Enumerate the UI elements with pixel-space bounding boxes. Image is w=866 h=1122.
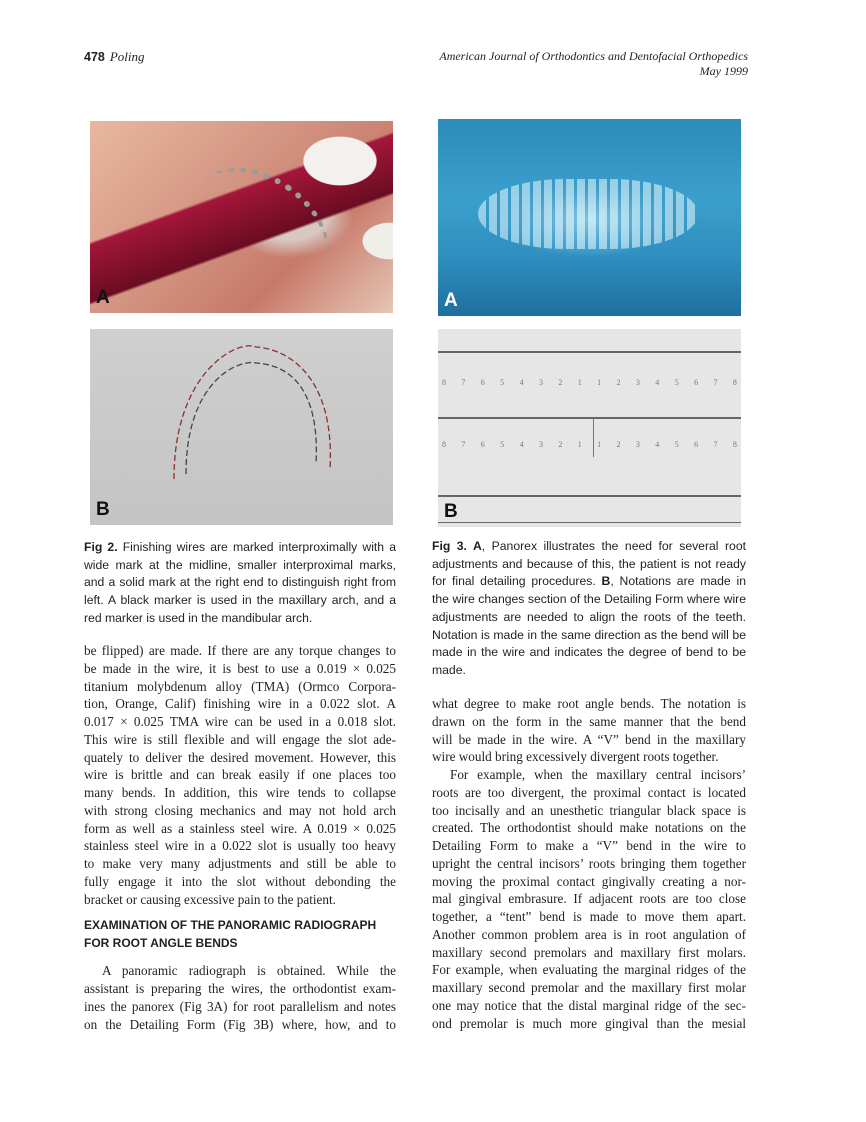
- divider: [438, 522, 741, 523]
- tooth-number: 3: [538, 440, 543, 449]
- tooth-number: 7: [461, 378, 466, 387]
- text-line: be made in the wire, it is best to use a 0.019 × 0.025: [84, 660, 396, 676]
- marked-wire-drawing: [90, 329, 393, 525]
- text-line: fully engage it into the slot without debonding the: [84, 873, 396, 889]
- tooth-number: 8: [442, 378, 446, 387]
- page-number: 478: [84, 50, 105, 64]
- text-line: what degree to make root angle bends. The notation is: [432, 696, 746, 711]
- fig2b-photo-marked-wire: [90, 329, 393, 525]
- text-line: form as well as a stainless steel wire. A 0.019 × 0.025: [84, 820, 396, 836]
- tooth-number: 2: [558, 378, 563, 387]
- text-line: FOR ROOT ANGLE BENDS: [84, 935, 238, 950]
- tooth-number: 1: [577, 440, 582, 449]
- journal-title: American Journal of Orthodontics and Dentofacial Orthopedics: [439, 49, 748, 63]
- tooth-number: 1: [597, 378, 602, 387]
- tooth-number: 3: [635, 440, 640, 449]
- tooth-number: 1: [577, 378, 582, 387]
- text-line: wire is brittle and can break easily if one places too: [84, 767, 396, 783]
- tooth-number: 5: [674, 378, 679, 387]
- divider: [438, 351, 741, 353]
- text-line: ond premolar is much more gingival than the mesial: [432, 1015, 746, 1031]
- text-line: ines the panorex (Fig 3A) for root parallelism and notes: [84, 998, 396, 1014]
- fig3-caption: [432, 538, 746, 680]
- text-line: EXAMINATION OF THE PANORAMIC RADIOGRAPH: [84, 918, 377, 933]
- text-line: created. The orthodontist should make notations on the: [432, 820, 746, 836]
- fig3b-detailing-form: [438, 329, 741, 527]
- tooth-number: 8: [442, 440, 446, 449]
- text-line: Detailing Form to make a “V” bend in the wire to: [432, 838, 746, 853]
- right-column: [432, 695, 746, 1032]
- text-line: one may notice that the distal marginal ridge of the sec-: [432, 997, 746, 1013]
- tooth-number: 5: [500, 378, 505, 387]
- tooth-number: 4: [519, 440, 524, 449]
- tooth-number: 2: [616, 440, 621, 449]
- tooth-number: 5: [674, 440, 679, 449]
- figure-label: B: [444, 501, 458, 522]
- paragraph: [432, 766, 746, 1032]
- text-line: maxillary second premolar and the maxillary first molar: [432, 980, 746, 995]
- tooth-number: 1: [597, 440, 602, 449]
- text-line: For example, when the maxillary central incisors’: [450, 767, 746, 782]
- tooth-number: 6: [480, 440, 485, 449]
- issue-date: May 1999: [699, 64, 748, 78]
- running-header-right: [439, 49, 748, 79]
- caption-title: Fig 2.: [84, 540, 118, 554]
- text-line: together, a “tent” bend is made to move them apart.: [432, 909, 746, 924]
- tooth-number: 4: [655, 440, 660, 449]
- tooth-number: 8: [732, 440, 737, 449]
- text-line: to make very many adjustments and still be able to: [84, 856, 396, 871]
- tooth-number: 6: [480, 378, 485, 387]
- caption-text: , Panorex illustrates the need for several root adjustments and because of this, the patient is not ready for final detailing procedures.: [432, 539, 746, 589]
- text-line: Another common problem area is in root angulation of: [432, 926, 746, 942]
- figure-label: B: [96, 499, 110, 520]
- text-line: For example, when evaluating the marginal ridges of the: [432, 962, 746, 978]
- text-line: roots are too divergent, the proximal contact is located: [432, 784, 746, 800]
- tooth-number: 6: [694, 378, 699, 387]
- running-header-left: [84, 49, 145, 65]
- fig2-caption: [84, 539, 396, 628]
- text-line: too incisally and an unesthetic triangular black space is: [432, 802, 746, 818]
- tooth-number: 6: [694, 440, 699, 449]
- upper-tooth-numbers: [442, 378, 737, 387]
- fig3a-panoramic-radiograph: [438, 119, 741, 316]
- author: Poling: [109, 49, 145, 64]
- caption-part-b: B: [601, 574, 611, 589]
- text-line: quately to deliver the desired movement. However, this: [84, 749, 396, 765]
- text-line: moving the proximal contact gingivally creating a nor-: [432, 873, 746, 889]
- caption-text: , Notations are made in the wire changes section of the Detailing Form where wire adjustments are needed to align the roots of the teeth. Notation is made in the same direction as the bend will be made in the wire and indicates the degree of bend to be made.: [432, 574, 746, 677]
- text-line: bracket or causing excessive pain to the patient.: [84, 891, 336, 907]
- text-line: maxillary second premolars and maxillary first molars.: [432, 944, 746, 960]
- paragraph: [84, 962, 396, 1033]
- text-line: tion, Orange, Calif) finishing wire in a 0.022 slot. A: [84, 696, 396, 712]
- tooth-number: 7: [461, 440, 466, 449]
- text-line: with strong closing mechanics and may not hold arch: [84, 802, 396, 818]
- caption-title: Fig 3. A: [432, 539, 482, 553]
- text-line: many bends. In addition, this wire tends to collapse: [84, 785, 396, 800]
- text-line: stainless steel wire in a 0.022 slot is usually too heavy: [84, 838, 396, 854]
- lower-tooth-numbers: [442, 440, 737, 449]
- tooth-number: 5: [500, 440, 505, 449]
- figure-label: A: [96, 287, 110, 308]
- tooth-number: 3: [538, 378, 543, 387]
- tooth-number: 2: [558, 440, 563, 449]
- fig2a-photo-mouth-wire: [90, 121, 393, 313]
- text-line: A panoramic radiograph is obtained. While the: [102, 963, 396, 979]
- divider: [438, 417, 741, 419]
- tooth-number: 7: [713, 440, 718, 449]
- archwire: [168, 143, 352, 313]
- paragraph: [432, 695, 746, 766]
- tooth-number: 7: [713, 378, 718, 387]
- text-line: drawn on the form in the same manner that the bend: [432, 713, 746, 729]
- left-column: [84, 642, 396, 1033]
- text-line: upright the central incisors’ roots bringing them together: [432, 855, 746, 871]
- paragraph: [84, 642, 396, 908]
- figure-label: A: [444, 290, 458, 311]
- teeth-xray: [478, 179, 698, 249]
- text-line: on the Detailing Form (Fig 3B) where, how, and to: [84, 1016, 396, 1032]
- tooth-number: 2: [616, 378, 621, 387]
- tooth-number: 4: [655, 378, 660, 387]
- midline: [593, 419, 594, 457]
- text-line: wire would bring excessively divergent roots together.: [432, 749, 719, 765]
- text-line: be flipped) are made. If there are any torque changes to: [84, 643, 396, 658]
- section-heading: [84, 917, 396, 952]
- divider: [438, 495, 741, 497]
- text-line: assistant is preparing the wires, the orthodontist exam-: [84, 981, 396, 996]
- caption-text: Finishing wires are marked interproximally with a wide mark at the midline, smaller interproximal marks, and a solid mark at the right end to distinguish right from left. A black marker is used in the maxillary arch, and a red marker is used in the mandibular arch.: [84, 540, 396, 625]
- text-line: This wire is still flexible and will engage the slot ade-: [84, 731, 396, 747]
- tooth-number: 4: [519, 378, 524, 387]
- tooth-number: 8: [732, 378, 737, 387]
- tooth-number: 3: [635, 378, 640, 387]
- text-line: will be made in the wire. A “V” bend in the maxillary: [432, 731, 746, 747]
- text-line: titanium molybdenum alloy (TMA) (Ormco Corpora-: [84, 678, 396, 694]
- text-line: 0.017 × 0.025 TMA wire can be used in a 0.018 slot.: [84, 714, 396, 729]
- text-line: mal gingival embrasure. If adjacent roots are too close: [432, 891, 746, 907]
